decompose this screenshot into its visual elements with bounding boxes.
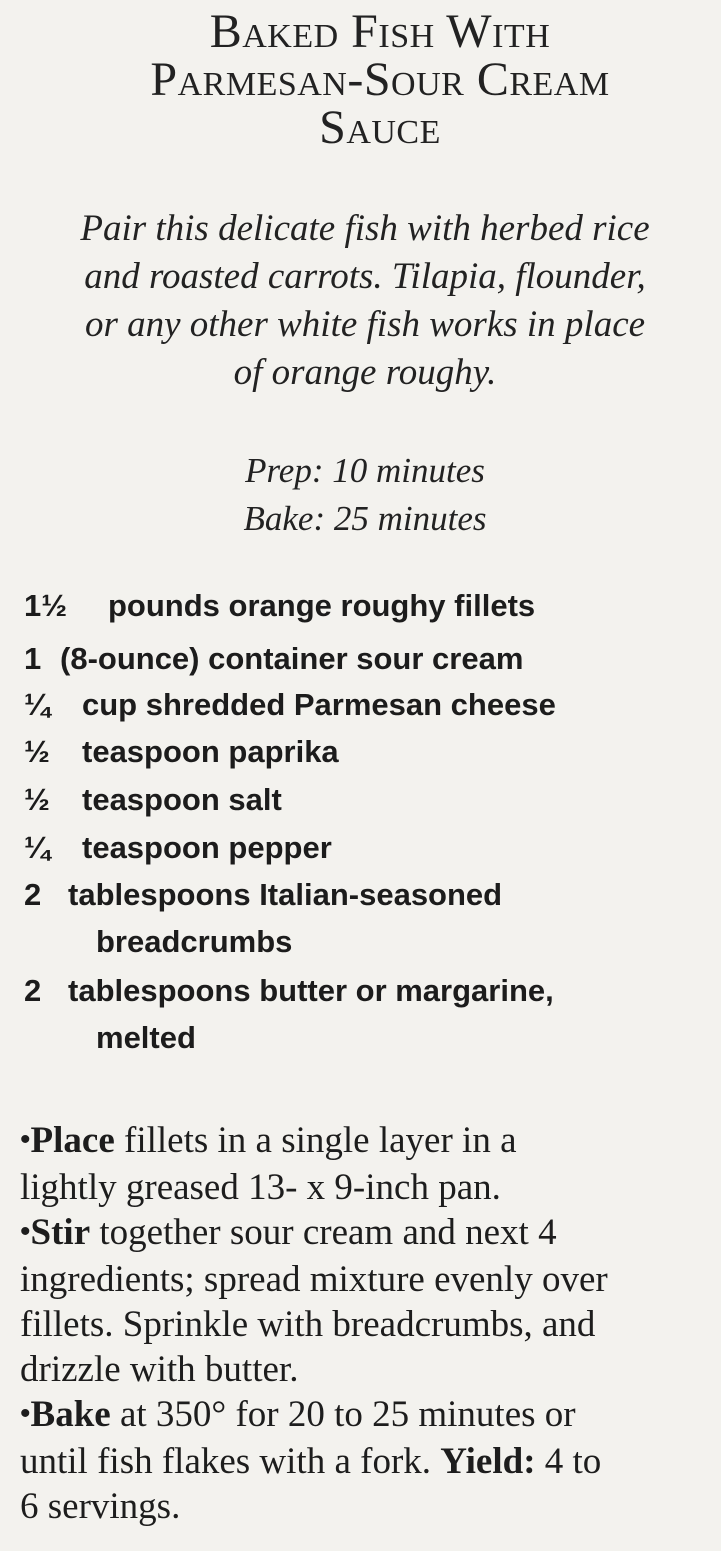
- step-verb: Bake: [30, 1394, 111, 1435]
- step-line: fillets. Sprinkle with breadcrumbs, and: [20, 1304, 596, 1345]
- ingredient-quantity: 2: [24, 973, 42, 1008]
- ingredient-item: [24, 784, 282, 815]
- step-line: [20, 1439, 710, 1484]
- step-text: at 350° for 20 to 25 minutes or: [110, 1394, 576, 1435]
- ingredient-item: [24, 736, 339, 767]
- ingredient-continuation: melted: [96, 1020, 196, 1055]
- step-verb: Place: [30, 1120, 115, 1161]
- intro-line: of orange roughy.: [233, 352, 497, 393]
- recipe-title-line-3: Sauce: [319, 101, 441, 154]
- ingredient-text: cup shredded Parmesan cheese: [82, 687, 556, 722]
- recipe-times: [40, 447, 690, 543]
- ingredient-quantity: ¼: [24, 687, 50, 722]
- ingredient-quantity: 1: [24, 641, 42, 676]
- ingredient-quantity: 2: [24, 877, 42, 912]
- ingredient-item: [24, 590, 535, 621]
- step-line: ingredients; spread mixture evenly over: [20, 1259, 608, 1300]
- ingredient-text: tablespoons Italian-seasoned: [68, 877, 503, 912]
- step-stir: [20, 1210, 710, 1392]
- ingredient-quantity: 1½: [24, 588, 68, 623]
- recipe-title-line-2: Parmesan-Sour Cream: [150, 53, 610, 106]
- step-line: lightly greased 13- x 9-inch pan.: [20, 1167, 501, 1208]
- ingredient-continuation: breadcrumbs: [96, 924, 293, 959]
- recipe-steps: [20, 1118, 710, 1529]
- step-text: together sour cream and next 4: [90, 1212, 557, 1253]
- ingredient-item: [24, 832, 332, 863]
- intro-line: and roasted carrots. Tilapia, flounder,: [84, 256, 646, 297]
- bullet-icon: •: [20, 1397, 31, 1430]
- yield-label: Yield:: [440, 1441, 536, 1482]
- step-text: fillets in a single layer in a: [114, 1120, 517, 1161]
- ingredient-item: [24, 689, 556, 720]
- intro-line: or any other white fish works in place: [84, 304, 646, 345]
- ingredient-quantity: ¼: [24, 830, 50, 865]
- step-line: [20, 1392, 710, 1439]
- ingredient-item: [24, 643, 523, 674]
- ingredient-text: teaspoon paprika: [82, 734, 339, 769]
- ingredient-quantity: ½: [24, 782, 50, 817]
- recipe-title-line-1: Baked Fish With: [209, 5, 551, 58]
- ingredient-text: teaspoon pepper: [82, 830, 332, 865]
- ingredient-text: teaspoon salt: [82, 782, 282, 817]
- bullet-icon: •: [20, 1123, 31, 1156]
- step-line: [20, 1210, 710, 1257]
- step-text: until fish flakes with a fork.: [20, 1441, 441, 1482]
- ingredient-text: (8-ounce) container sour cream: [60, 641, 524, 676]
- bullet-icon: •: [20, 1215, 31, 1248]
- prep-time: Prep: 10 minutes: [245, 451, 485, 490]
- recipe-intro: [40, 205, 690, 397]
- yield-value: 4 to: [535, 1441, 602, 1482]
- step-line: [20, 1118, 710, 1165]
- step-line: drizzle with butter.: [20, 1349, 299, 1390]
- ingredient-item: [24, 877, 503, 959]
- ingredient-item: [24, 973, 554, 1055]
- step-verb: Stir: [30, 1212, 91, 1253]
- step-bake: [20, 1392, 710, 1529]
- step-line: 6 servings.: [20, 1486, 181, 1527]
- bake-time: Bake: 25 minutes: [243, 499, 487, 538]
- ingredient-text: tablespoons butter or margarine,: [68, 973, 554, 1008]
- intro-line: Pair this delicate fish with herbed rice: [80, 208, 650, 249]
- step-place: [20, 1118, 710, 1210]
- ingredient-quantity: ½: [24, 734, 50, 769]
- ingredient-text: pounds orange roughy fillets: [108, 588, 536, 623]
